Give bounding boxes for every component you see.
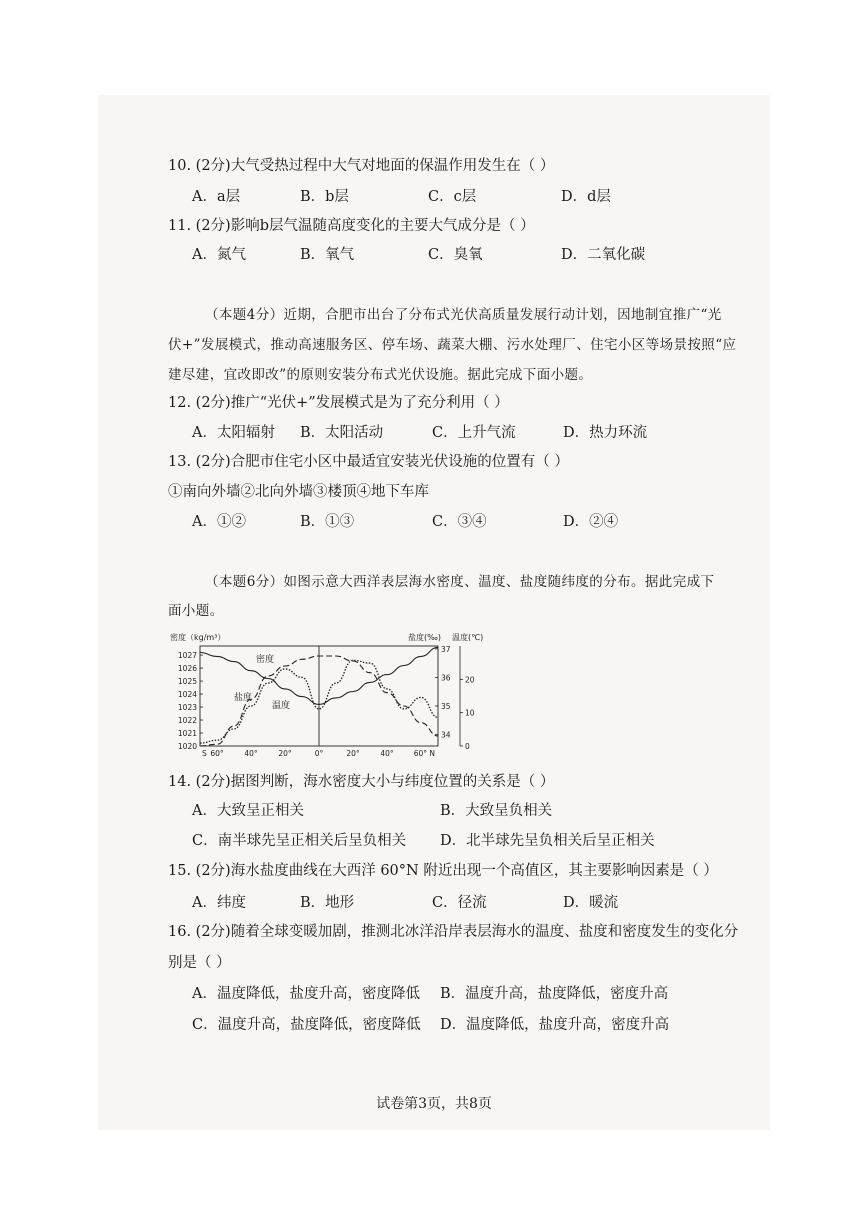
q13-option-d: D．②④ (563, 514, 619, 530)
q10-option-c: C．c层 (428, 189, 477, 205)
question-10-stem: 10. (2分)大气受热过程中大气对地面的保温作用发生在（ ） (168, 158, 555, 174)
q11-option-d: D．二氧化碳 (561, 247, 646, 263)
annotation-density: 密度 (256, 655, 275, 665)
temperature-tick-label: 20 (465, 675, 475, 685)
temperature-tick-label: 10 (465, 708, 475, 718)
passage-2-line-2: 面小题。 (168, 603, 224, 619)
density-tick-label: 1024 (177, 690, 197, 700)
q12-option-c: C．上升气流 (432, 425, 516, 441)
q12-option-d: D．热力环流 (563, 425, 648, 441)
q14-option-b: B．大致呈负相关 (440, 803, 553, 819)
q14-option-c: C．南半球先呈正相关后呈负相关 (192, 833, 407, 849)
density-tick-label: 1021 (177, 729, 197, 739)
x-tick-label: 40° (244, 749, 258, 758)
q10-option-a: A．a层 (192, 189, 241, 205)
temperature-tick-label: 0 (465, 742, 470, 751)
atlantic-surface-water-chart (168, 628, 488, 760)
q16-option-b: B．温度升高，盐度降低，密度升高 (440, 986, 669, 1002)
q14-option-a: A．大致呈正相关 (192, 803, 304, 819)
q16-option-a: A．温度降低，盐度升高，密度降低 (192, 986, 420, 1002)
q14-option-d: D．北半球先呈负相关后呈正相关 (440, 833, 655, 849)
question-15-stem: 15. (2分)海水盐度曲线在大西洋 60°N 附近出现一个高值区，其主要影响因素是（ ） (168, 863, 718, 879)
q15-option-b: B．地形 (300, 895, 355, 911)
salinity-tick-label: 35 (441, 702, 451, 711)
question-12-stem: 12. (2分)推广“光伏+”发展模式是为了充分利用（ ） (168, 395, 509, 411)
q13-option-c: C．③④ (432, 514, 487, 530)
passage-2-line-1: （本题6分）如图示意大西洋表层海水密度、温度、盐度随纬度的分布。据此完成下 (205, 574, 715, 590)
density-tick-label: 1020 (177, 742, 197, 751)
q11-option-c: C．臭氧 (428, 247, 483, 263)
passage-1-line-3: 建尽建，宜改即改”的原则安装分布式光伏设施。据此完成下面小题。 (168, 367, 593, 383)
question-11-stem: 11. (2分)影响b层气温随高度变化的主要大气成分是（ ） (168, 218, 535, 234)
passage-1-line-2: 伏+”发展模式，推动高速服务区、停车场、蔬菜大棚、污水处理厂、住宅小区等场景按照“应 (168, 337, 737, 353)
annotation-salinity: 盐度 (234, 693, 253, 703)
q10-option-b: B．b层 (300, 189, 349, 205)
q13-option-b: B．①③ (300, 514, 355, 530)
salinity-tick-label: 36 (441, 673, 451, 683)
x-tick-label: 60° (210, 749, 224, 758)
q13-option-a: A．①② (192, 514, 246, 530)
question-13-items: ①南向外墙②北向外墙③楼顶④地下车库 (168, 484, 429, 500)
density-tick-label: 1026 (177, 664, 197, 674)
q15-option-d: D．暖流 (563, 895, 619, 911)
x-tick-label: S (202, 749, 207, 758)
density-tick-label: 1027 (177, 651, 197, 661)
x-tick-label: 60° N (413, 749, 436, 758)
x-tick-label: 20° (278, 749, 292, 758)
q15-option-a: A．纬度 (192, 895, 246, 911)
x-tick-label: 40° (380, 749, 394, 758)
question-16-stem-line-1: 16. (2分)随着全球变暖加剧，推测北冰洋沿岸表层海水的温度、盐度和密度发生的变化分 (168, 924, 739, 940)
density-axis-label: 密度（kg/m³） (170, 633, 226, 642)
q10-option-d: D．d层 (561, 189, 611, 205)
x-tick-label: 0° (314, 749, 324, 758)
salinity-tick-label: 34 (441, 730, 451, 740)
q11-option-a: A．氮气 (192, 247, 246, 263)
q16-option-c: C．温度升高，盐度降低，密度降低 (192, 1017, 421, 1033)
density-tick-label: 1023 (177, 703, 197, 713)
q11-option-b: B．氧气 (300, 247, 355, 263)
q15-option-c: C．径流 (432, 895, 487, 911)
q16-option-d: D．温度降低，盐度升高，密度升高 (440, 1017, 670, 1033)
temperature-axis-label: 温度(℃) (452, 633, 484, 642)
density-tick-label: 1025 (177, 677, 197, 687)
x-tick-label: 20° (346, 749, 360, 758)
q12-option-b: B．太阳活动 (300, 425, 384, 441)
passage-1-line-1: （本题4分）近期，合肥市出台了分布式光伏高质量发展行动计划，因地制宜推广“光 (205, 307, 722, 323)
salinity-tick-label: 37 (441, 644, 451, 654)
question-16-stem-line-2: 别是（ ） (168, 955, 231, 971)
page-footer: 试卷第3页，共8页 (376, 1096, 492, 1112)
salinity-axis-label: 盐度(‰) (408, 633, 441, 642)
question-14-stem: 14. (2分)据图判断，海水密度大小与纬度位置的关系是（ ） (168, 774, 555, 790)
question-13-stem: 13. (2分)合肥市住宅小区中最适宜安装光伏设施的位置有（ ） (168, 454, 569, 470)
annotation-temperature: 温度 (272, 701, 291, 711)
q12-option-a: A．太阳辐射 (192, 425, 275, 441)
density-tick-label: 1022 (177, 716, 197, 726)
